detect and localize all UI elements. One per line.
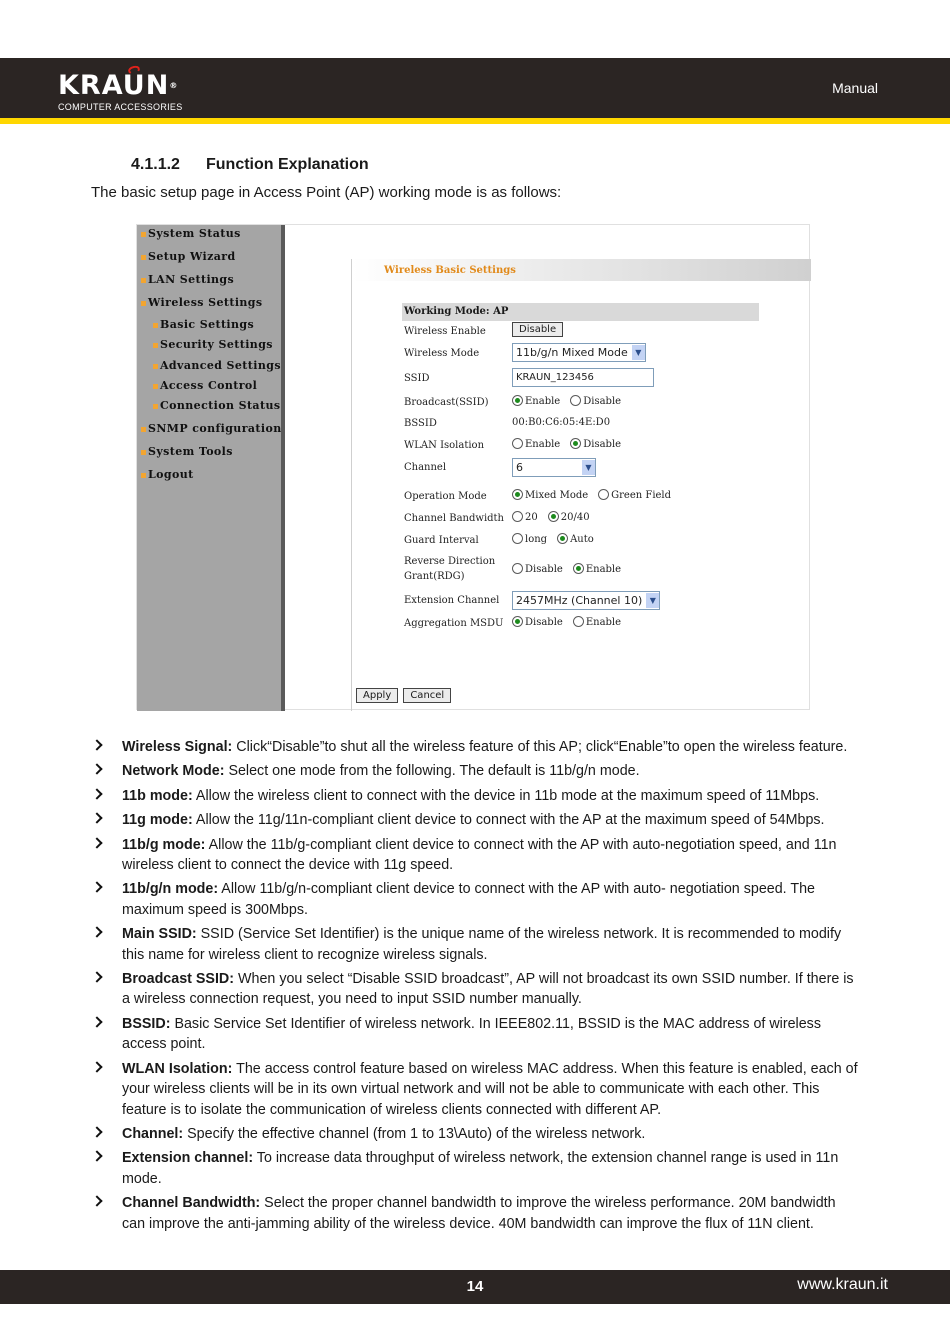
guard-auto-radio[interactable] <box>557 533 568 544</box>
wireless-mode-label: Wireless Mode <box>404 348 480 359</box>
list-item: Network Mode: Select one mode from the following. The default is 11b/g/n mode. <box>91 761 861 781</box>
page-number: 14 <box>466 1278 484 1295</box>
nav-bullet-icon <box>141 427 146 432</box>
list-item: Channel: Specify the effective channel (from 1 to 13\Auto) of the wireless network. <box>91 1124 861 1144</box>
kraun-logo <box>58 72 183 112</box>
list-item: WLAN Isolation: The access control feature based on wireless MAC address. When this feature is enabled, each of your wireless clients will be in its own virtual network and will not be able to communicate with each other. This feature is to isolate the communication of wireless clients connected with different AP. <box>91 1059 861 1120</box>
nav-item-connection-status[interactable]: Connection Status <box>153 399 280 412</box>
router-ui-screenshot <box>136 224 810 710</box>
nav-item-system-tools[interactable]: System Tools <box>141 445 233 458</box>
chevron-right-icon <box>91 837 102 848</box>
chevron-down-icon: ▼ <box>582 460 595 475</box>
rdg-disable-label: Disable <box>525 564 563 575</box>
nav-bullet-icon <box>153 323 158 328</box>
nav-item-access-control[interactable]: Access Control <box>153 379 257 392</box>
nav-bullet-icon <box>141 473 146 478</box>
chevron-right-icon <box>91 764 102 775</box>
nav-item-snmp[interactable]: SNMP configuration <box>141 422 282 435</box>
nav-item-setup-wizard[interactable]: Setup Wizard <box>141 250 236 263</box>
list-item: Broadcast SSID: When you select “Disable SSID broadcast”, AP will not broadcast its own SSID number. If there is a wireless connection request, you need to input SSID number manually. <box>91 969 861 1010</box>
apply-button[interactable]: Apply <box>356 688 398 703</box>
nav-bullet-icon <box>153 364 158 369</box>
bandwidth-20-radio[interactable] <box>512 511 523 522</box>
bssid-value: 00:B0:C6:05:4E:D0 <box>512 417 611 428</box>
channel-select[interactable]: 6 ▼ <box>512 458 596 477</box>
wireless-mode-select[interactable]: 11b/g/n Mixed Mode ▼ <box>512 343 646 362</box>
chevron-right-icon <box>91 882 102 893</box>
nav-bullet-icon <box>153 404 158 409</box>
wireless-disable-button[interactable]: Disable <box>512 322 563 337</box>
rdg-disable-radio[interactable] <box>512 563 523 574</box>
aggregation-disable-label: Disable <box>525 617 563 628</box>
channel-bandwidth-label: Channel Bandwidth <box>404 513 504 524</box>
isolation-enable-radio[interactable] <box>512 438 523 449</box>
nav-item-lan-settings[interactable]: LAN Settings <box>141 273 234 286</box>
chevron-right-icon <box>91 927 102 938</box>
isolation-disable-radio[interactable] <box>570 438 581 449</box>
nav-bullet-icon <box>141 255 146 260</box>
bandwidth-20-label: 20 <box>525 512 538 523</box>
list-item: Wireless Signal: Click“Disable”to shut all the wireless feature of this AP; click“Enable”to open the wireless feature. <box>91 737 861 757</box>
website-link[interactable]: www.kraun.it <box>797 1276 888 1293</box>
isolation-enable-label: Enable <box>525 439 561 450</box>
wireless-enable-label: Wireless Enable <box>404 326 486 337</box>
logo-wordmark: KRAUN <box>58 70 170 101</box>
list-item: 11b/g/n mode: Allow 11b/g/n-compliant client device to connect with the AP with auto- negotiation speed. The maximum speed is 300Mbps. <box>91 879 861 920</box>
router-content-panel <box>351 259 810 711</box>
nav-bullet-icon <box>141 450 146 455</box>
ssid-input[interactable]: KRAUN_123456 <box>512 368 654 387</box>
broadcast-disable-label: Disable <box>583 396 622 407</box>
broadcast-enable-radio[interactable] <box>512 395 523 406</box>
green-field-label: Green Field <box>611 490 672 501</box>
mixed-mode-label: Mixed Mode <box>525 490 589 501</box>
wlan-isolation-label: WLAN Isolation <box>404 440 485 451</box>
chevron-down-icon: ▼ <box>646 593 659 608</box>
explanation-list <box>91 737 861 1238</box>
chevron-right-icon <box>91 1016 102 1027</box>
working-mode-bar: Working Mode: AP <box>402 303 759 321</box>
chevron-right-icon <box>91 739 102 750</box>
aggregation-msdu-label: Aggregation MSDU <box>404 618 504 629</box>
guard-interval-label: Guard Interval <box>404 535 479 546</box>
nav-bullet-icon <box>153 343 158 348</box>
header-accent-stripe <box>0 118 950 124</box>
bandwidth-20-40-radio[interactable] <box>548 511 559 522</box>
chevron-down-icon: ▼ <box>632 345 645 360</box>
list-item: BSSID: Basic Service Set Identifier of wireless network. In IEEE802.11, BSSID is the MAC address of wireless access point. <box>91 1014 861 1055</box>
guard-auto-label: Auto <box>570 534 594 545</box>
bssid-label: BSSID <box>404 418 437 429</box>
chevron-right-icon <box>91 1195 102 1206</box>
list-item: Extension channel: To increase data throughput of wireless network, the extension channel range is used in 11n mode. <box>91 1148 861 1189</box>
operation-mode-label: Operation Mode <box>404 491 487 502</box>
rdg-label: Reverse Direction Grant(RDG) <box>404 556 496 582</box>
nav-item-security-settings[interactable]: Security Settings <box>153 338 273 351</box>
section-intro: The basic setup page in Access Point (AP) working mode is as follows: <box>91 184 562 201</box>
guard-long-radio[interactable] <box>512 533 523 544</box>
list-item: 11g mode: Allow the 11g/11n-compliant client device to connect with the AP at the maximum speed of 54Mbps. <box>91 810 861 830</box>
section-title: Function Explanation <box>206 156 369 173</box>
nav-bullet-icon <box>153 384 158 389</box>
chevron-right-icon <box>91 1126 102 1137</box>
nav-bullet-icon <box>141 301 146 306</box>
router-page-title: Wireless Basic Settings <box>352 259 811 281</box>
isolation-disable-label: Disable <box>583 439 622 450</box>
header-manual-label: Manual <box>832 80 878 96</box>
nav-bullet-icon <box>141 232 146 237</box>
ssid-label: SSID <box>404 373 430 384</box>
cancel-button[interactable]: Cancel <box>403 688 451 703</box>
nav-item-wireless-settings[interactable]: Wireless Settings <box>141 296 263 309</box>
rdg-enable-radio[interactable] <box>573 563 584 574</box>
extension-channel-select[interactable]: 2457MHz (Channel 10) ▼ <box>512 591 660 610</box>
logo-registered-mark: ® <box>169 81 179 90</box>
broadcast-disable-radio[interactable] <box>570 395 581 406</box>
aggregation-disable-radio[interactable] <box>512 616 523 627</box>
chevron-right-icon <box>91 971 102 982</box>
chevron-right-icon <box>91 788 102 799</box>
list-item: Main SSID: SSID (Service Set Identifier) is the unique name of the wireless network. It is recommended to modify this name for wireless client to recognize wireless signals. <box>91 924 861 965</box>
chevron-right-icon <box>91 1061 102 1072</box>
aggregation-enable-label: Enable <box>585 617 622 628</box>
broadcast-enable-label: Enable <box>525 396 561 407</box>
aggregation-enable-radio[interactable] <box>573 616 584 627</box>
nav-item-system-status[interactable]: System Status <box>141 227 241 240</box>
section-heading <box>131 156 369 174</box>
guard-long-label: long <box>525 534 548 545</box>
nav-bullet-icon <box>141 278 146 283</box>
section-number: 4.1.1.2 <box>131 156 180 173</box>
rdg-enable-label: Enable <box>585 564 622 575</box>
list-item: Channel Bandwidth: Select the proper channel bandwidth to improve the wireless performance. 20M bandwidth can improve the anti-jamming ability of the wireless device. 40M bandwidth can improve the flux of 11N client. <box>91 1193 861 1234</box>
green-field-radio[interactable] <box>598 489 609 500</box>
mixed-mode-radio[interactable] <box>512 489 523 500</box>
nav-item-basic-settings[interactable]: Basic Settings <box>153 318 254 331</box>
list-item: 11b/g mode: Allow the 11b/g-compliant client device to connect with the AP with auto-negotiation speed, and 11n wireless client to connect the device with 11g speed. <box>91 835 861 876</box>
router-nav-sidebar <box>137 225 285 711</box>
nav-item-logout[interactable]: Logout <box>141 468 194 481</box>
broadcast-ssid-label: Broadcast(SSID) <box>404 397 489 408</box>
nav-item-advanced-settings[interactable]: Advanced Settings <box>153 359 281 372</box>
logo-subtitle: COMPUTER ACCESSORIES <box>58 102 183 112</box>
chevron-right-icon <box>91 1151 102 1162</box>
bandwidth-20-40-label: 20/40 <box>560 512 590 523</box>
chevron-right-icon <box>91 813 102 824</box>
channel-label: Channel <box>404 462 447 473</box>
extension-channel-label: Extension Channel <box>404 595 500 606</box>
list-item: 11b mode: Allow the wireless client to connect with the device in 11b mode at the maximum speed of 11Mbps. <box>91 786 861 806</box>
